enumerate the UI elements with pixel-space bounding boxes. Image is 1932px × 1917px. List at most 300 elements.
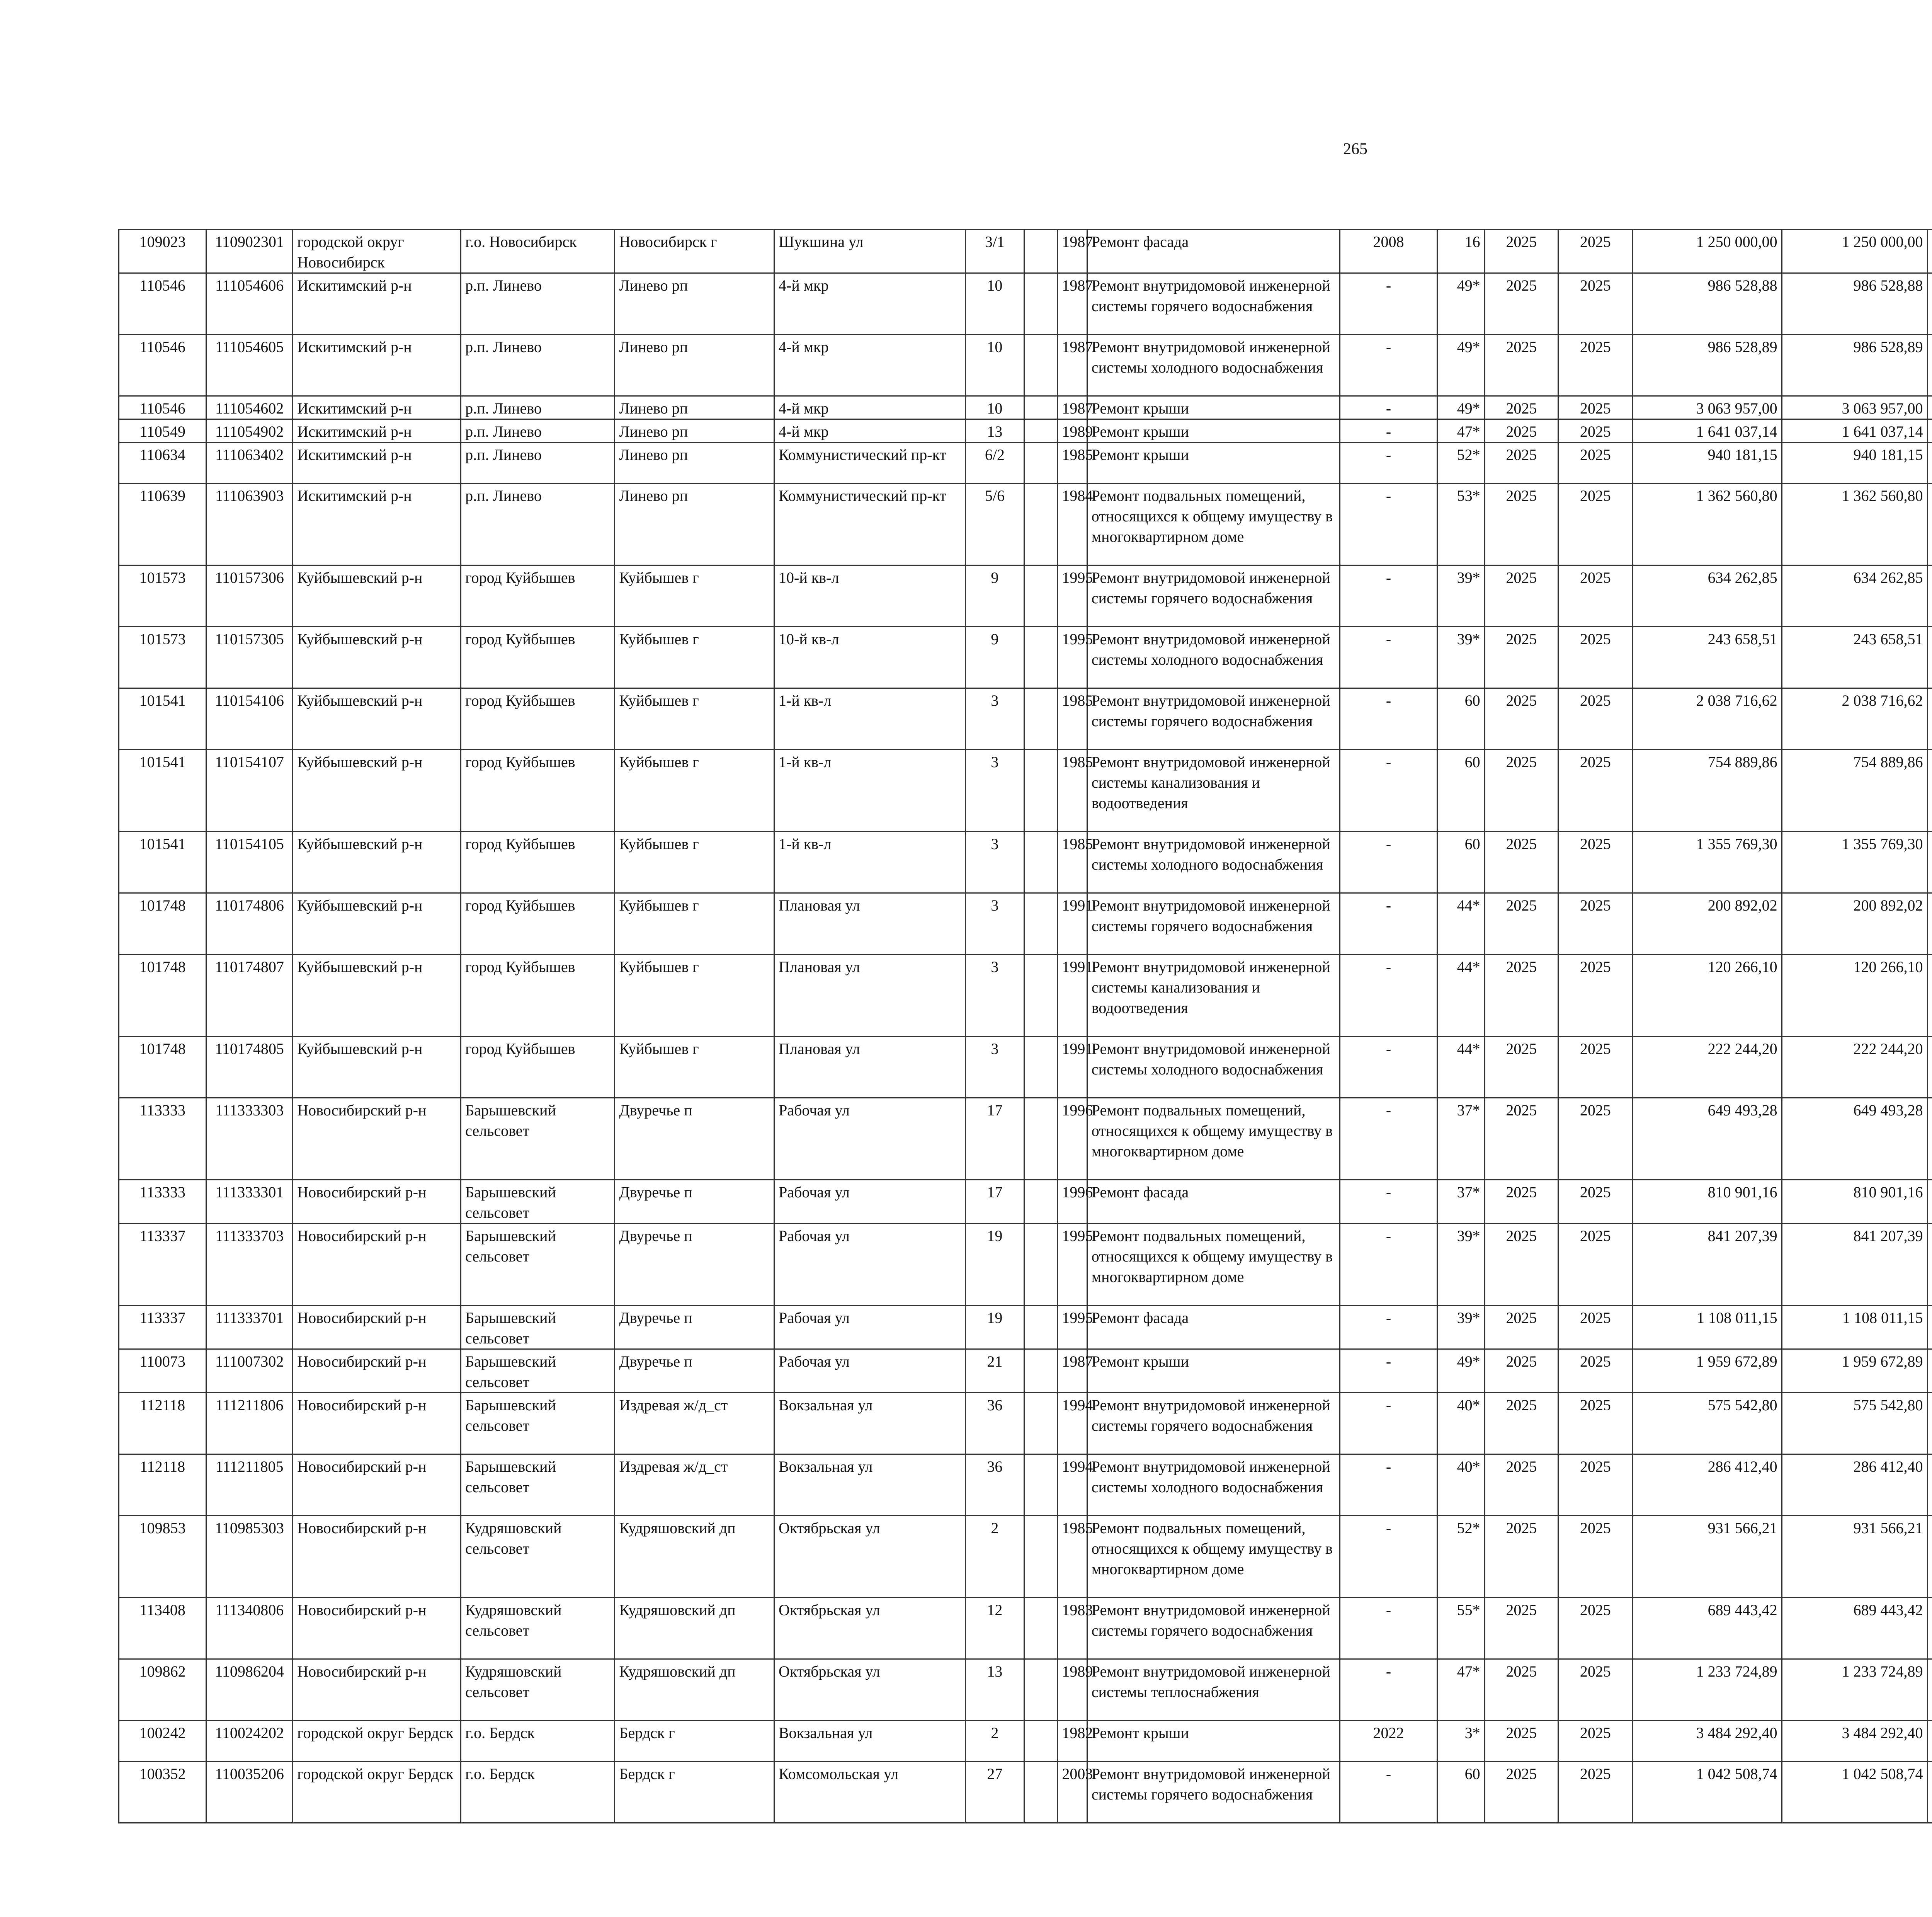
table-row	[119, 1454, 1932, 1516]
cell-last-repair-year: -	[1340, 1516, 1437, 1598]
cell-street: Октябрьская ул	[774, 1516, 966, 1598]
cell-house-number: 12	[966, 1598, 1024, 1659]
cell-plan-end-year: 2025	[1558, 688, 1633, 750]
cell-work-id: 111054606	[206, 273, 293, 335]
cell-construction-year: 1995	[1058, 627, 1087, 688]
cell-work-type: Ремонт фасада	[1087, 1180, 1340, 1224]
cell-wear-percent: 49*	[1437, 273, 1485, 335]
cell-construction-year: 1985	[1058, 1516, 1087, 1598]
cell-cost-federal	[1927, 955, 1932, 1037]
cell-work-type: Ремонт внутридомовой инженерной системы теплоснабжения	[1087, 1659, 1340, 1721]
cell-house-number: 3/1	[966, 230, 1024, 273]
cell-last-repair-year: -	[1340, 396, 1437, 419]
cell-cost-fund: 649 493,28	[1782, 1098, 1927, 1180]
cell-wear-percent: 60	[1437, 750, 1485, 832]
cell-locality: Куйбышев г	[615, 688, 774, 750]
cell-work-type: Ремонт крыши	[1087, 443, 1340, 484]
cell-house-id: 110639	[119, 484, 206, 565]
cell-street: 1-й кв-л	[774, 750, 966, 832]
cell-street: Рабочая ул	[774, 1224, 966, 1306]
cell-settlement: Кудряшовский сельсовет	[461, 1659, 615, 1721]
cell-municipal-district: Куйбышевский р-н	[293, 1037, 461, 1098]
cell-plan-start-year: 2025	[1485, 273, 1558, 335]
cell-locality: Куйбышев г	[615, 750, 774, 832]
cell-cost-fund: 3 063 957,00	[1782, 396, 1927, 419]
cell-settlement: Барышевский сельсовет	[461, 1454, 615, 1516]
cell-work-type: Ремонт крыши	[1087, 1721, 1340, 1762]
cell-plan-start-year: 2025	[1485, 1037, 1558, 1098]
cell-plan-end-year: 2025	[1558, 1516, 1633, 1598]
cell-locality: Двуречье п	[615, 1180, 774, 1224]
table-row	[119, 688, 1932, 750]
cell-last-repair-year: -	[1340, 1180, 1437, 1224]
table-row	[119, 1224, 1932, 1306]
cell-house-id: 110549	[119, 419, 206, 443]
cell-construction-year: 2003	[1058, 1762, 1087, 1823]
cell-building	[1024, 1454, 1058, 1516]
cell-cost-fund: 810 901,16	[1782, 1180, 1927, 1224]
repair-register-table	[118, 229, 1932, 1823]
cell-municipal-district: Новосибирский р-н	[293, 1598, 461, 1659]
cell-wear-percent: 39*	[1437, 1224, 1485, 1306]
cell-house-number: 17	[966, 1180, 1024, 1224]
cell-street: Вокзальная ул	[774, 1454, 966, 1516]
cell-wear-percent: 47*	[1437, 419, 1485, 443]
cell-street: Рабочая ул	[774, 1180, 966, 1224]
cell-plan-start-year: 2025	[1485, 832, 1558, 893]
cell-house-id: 113337	[119, 1306, 206, 1349]
cell-last-repair-year: -	[1340, 443, 1437, 484]
cell-locality: Линево рп	[615, 273, 774, 335]
cell-house-id: 109862	[119, 1659, 206, 1721]
cell-locality: Куйбышев г	[615, 893, 774, 955]
cell-street: 1-й кв-л	[774, 688, 966, 750]
cell-plan-start-year: 2025	[1485, 1098, 1558, 1180]
cell-house-id: 113337	[119, 1224, 206, 1306]
cell-street: 4-й мкр	[774, 335, 966, 396]
cell-work-id: 111211806	[206, 1393, 293, 1454]
cell-locality: Линево рп	[615, 419, 774, 443]
cell-municipal-district: Новосибирский р-н	[293, 1516, 461, 1598]
table-row	[119, 1598, 1932, 1659]
cell-cost-fund: 200 892,02	[1782, 893, 1927, 955]
cell-work-id: 110174806	[206, 893, 293, 955]
cell-house-id: 113333	[119, 1098, 206, 1180]
cell-house-number: 3	[966, 893, 1024, 955]
cell-last-repair-year: -	[1340, 750, 1437, 832]
cell-total-cost: 3 063 957,00	[1633, 396, 1782, 419]
cell-plan-start-year: 2025	[1485, 230, 1558, 273]
cell-settlement: р.п. Линево	[461, 335, 615, 396]
cell-work-id: 110985303	[206, 1516, 293, 1598]
table-row	[119, 1516, 1932, 1598]
cell-locality: Новосибирск г	[615, 230, 774, 273]
cell-house-id: 101541	[119, 688, 206, 750]
cell-municipal-district: Куйбышевский р-н	[293, 893, 461, 955]
cell-building	[1024, 230, 1058, 273]
cell-plan-start-year: 2025	[1485, 419, 1558, 443]
cell-house-number: 17	[966, 1098, 1024, 1180]
cell-last-repair-year: -	[1340, 335, 1437, 396]
cell-total-cost: 1 362 560,80	[1633, 484, 1782, 565]
cell-street: 1-й кв-л	[774, 832, 966, 893]
cell-locality: Куйбышев г	[615, 955, 774, 1037]
cell-street: Коммунистический пр-кт	[774, 443, 966, 484]
cell-plan-start-year: 2025	[1485, 443, 1558, 484]
cell-settlement: Барышевский сельсовет	[461, 1098, 615, 1180]
cell-plan-start-year: 2025	[1485, 1349, 1558, 1393]
cell-work-type: Ремонт крыши	[1087, 396, 1340, 419]
table-row	[119, 335, 1932, 396]
cell-cost-fund: 634 262,85	[1782, 565, 1927, 627]
cell-work-id: 111333703	[206, 1224, 293, 1306]
cell-municipal-district: Новосибирский р-н	[293, 1393, 461, 1454]
cell-settlement: г.о. Новосибирск	[461, 230, 615, 273]
cell-wear-percent: 37*	[1437, 1180, 1485, 1224]
cell-work-id: 111211805	[206, 1454, 293, 1516]
cell-wear-percent: 39*	[1437, 627, 1485, 688]
cell-cost-federal	[1927, 1306, 1932, 1349]
cell-building	[1024, 688, 1058, 750]
cell-plan-start-year: 2025	[1485, 484, 1558, 565]
cell-work-id: 111063903	[206, 484, 293, 565]
cell-work-id: 110154106	[206, 688, 293, 750]
cell-building	[1024, 750, 1058, 832]
cell-construction-year: 1987	[1058, 273, 1087, 335]
cell-wear-percent: 49*	[1437, 1349, 1485, 1393]
cell-cost-fund: 1 959 672,89	[1782, 1349, 1927, 1393]
cell-total-cost: 1 250 000,00	[1633, 230, 1782, 273]
cell-plan-start-year: 2025	[1485, 1224, 1558, 1306]
cell-house-id: 110634	[119, 443, 206, 484]
cell-last-repair-year: -	[1340, 1098, 1437, 1180]
cell-house-id: 110546	[119, 396, 206, 419]
cell-building	[1024, 396, 1058, 419]
cell-cost-fund: 2 038 716,62	[1782, 688, 1927, 750]
table-row	[119, 1349, 1932, 1393]
cell-settlement: р.п. Линево	[461, 443, 615, 484]
cell-wear-percent: 40*	[1437, 1393, 1485, 1454]
cell-cost-federal	[1927, 750, 1932, 832]
cell-plan-end-year: 2025	[1558, 832, 1633, 893]
table-row	[119, 1659, 1932, 1721]
cell-house-id: 101748	[119, 955, 206, 1037]
cell-settlement: Барышевский сельсовет	[461, 1180, 615, 1224]
cell-last-repair-year: -	[1340, 419, 1437, 443]
cell-locality: Линево рп	[615, 335, 774, 396]
cell-house-number: 27	[966, 1762, 1024, 1823]
cell-work-id: 111054902	[206, 419, 293, 443]
cell-settlement: город Куйбышев	[461, 832, 615, 893]
cell-plan-start-year: 2025	[1485, 893, 1558, 955]
cell-wear-percent: 44*	[1437, 955, 1485, 1037]
cell-municipal-district: Куйбышевский р-н	[293, 688, 461, 750]
cell-work-id: 110024202	[206, 1721, 293, 1762]
table-row	[119, 832, 1932, 893]
cell-municipal-district: Куйбышевский р-н	[293, 627, 461, 688]
cell-plan-end-year: 2025	[1558, 1098, 1633, 1180]
cell-total-cost: 575 542,80	[1633, 1393, 1782, 1454]
cell-locality: Линево рп	[615, 396, 774, 419]
cell-house-id: 112118	[119, 1454, 206, 1516]
table-row	[119, 230, 1932, 273]
cell-work-id: 111333303	[206, 1098, 293, 1180]
cell-plan-end-year: 2025	[1558, 335, 1633, 396]
cell-municipal-district: Куйбышевский р-н	[293, 832, 461, 893]
cell-cost-fund: 754 889,86	[1782, 750, 1927, 832]
cell-house-number: 2	[966, 1516, 1024, 1598]
cell-building	[1024, 1516, 1058, 1598]
cell-locality: Линево рп	[615, 484, 774, 565]
cell-municipal-district: Искитимский р-н	[293, 396, 461, 419]
cell-street: Плановая ул	[774, 955, 966, 1037]
cell-cost-federal	[1927, 1098, 1932, 1180]
cell-settlement: Кудряшовский сельсовет	[461, 1598, 615, 1659]
table-row	[119, 1393, 1932, 1454]
cell-municipal-district: Новосибирский р-н	[293, 1098, 461, 1180]
cell-cost-fund: 575 542,80	[1782, 1393, 1927, 1454]
cell-cost-federal	[1927, 273, 1932, 335]
cell-work-id: 110986204	[206, 1659, 293, 1721]
cell-street: Вокзальная ул	[774, 1721, 966, 1762]
cell-plan-end-year: 2025	[1558, 1762, 1633, 1823]
cell-cost-federal	[1927, 565, 1932, 627]
cell-cost-fund: 931 566,21	[1782, 1516, 1927, 1598]
cell-building	[1024, 1306, 1058, 1349]
cell-building	[1024, 419, 1058, 443]
cell-plan-start-year: 2025	[1485, 565, 1558, 627]
cell-construction-year: 1987	[1058, 396, 1087, 419]
cell-plan-end-year: 2025	[1558, 1349, 1633, 1393]
cell-cost-federal	[1927, 1037, 1932, 1098]
cell-total-cost: 634 262,85	[1633, 565, 1782, 627]
cell-last-repair-year: -	[1340, 1349, 1437, 1393]
cell-house-number: 9	[966, 627, 1024, 688]
cell-cost-fund: 986 528,88	[1782, 273, 1927, 335]
cell-plan-start-year: 2025	[1485, 750, 1558, 832]
cell-work-type: Ремонт внутридомовой инженерной системы горячего водоснабжения	[1087, 565, 1340, 627]
cell-construction-year: 1996	[1058, 1180, 1087, 1224]
cell-building	[1024, 1598, 1058, 1659]
cell-work-type: Ремонт фасада	[1087, 230, 1340, 273]
cell-locality: Двуречье п	[615, 1224, 774, 1306]
cell-cost-federal	[1927, 443, 1932, 484]
cell-plan-end-year: 2025	[1558, 443, 1633, 484]
cell-building	[1024, 832, 1058, 893]
cell-total-cost: 986 528,88	[1633, 273, 1782, 335]
cell-work-id: 111340806	[206, 1598, 293, 1659]
cell-municipal-district: Куйбышевский р-н	[293, 565, 461, 627]
cell-wear-percent: 37*	[1437, 1098, 1485, 1180]
cell-total-cost: 286 412,40	[1633, 1454, 1782, 1516]
cell-plan-end-year: 2025	[1558, 419, 1633, 443]
cell-settlement: город Куйбышев	[461, 688, 615, 750]
cell-locality: Куйбышев г	[615, 1037, 774, 1098]
cell-settlement: Барышевский сельсовет	[461, 1224, 615, 1306]
cell-last-repair-year: -	[1340, 484, 1437, 565]
cell-building	[1024, 1180, 1058, 1224]
table-row	[119, 1721, 1932, 1762]
cell-cost-fund: 1 641 037,14	[1782, 419, 1927, 443]
cell-cost-federal	[1927, 1598, 1932, 1659]
cell-street: Коммунистический пр-кт	[774, 484, 966, 565]
cell-municipal-district: Новосибирский р-н	[293, 1454, 461, 1516]
cell-last-repair-year: -	[1340, 893, 1437, 955]
cell-building	[1024, 1037, 1058, 1098]
cell-last-repair-year: -	[1340, 832, 1437, 893]
cell-plan-end-year: 2025	[1558, 1180, 1633, 1224]
cell-plan-end-year: 2025	[1558, 484, 1633, 565]
cell-municipal-district: Искитимский р-н	[293, 335, 461, 396]
cell-settlement: город Куйбышев	[461, 750, 615, 832]
cell-settlement: город Куйбышев	[461, 1037, 615, 1098]
cell-municipal-district: Куйбышевский р-н	[293, 955, 461, 1037]
cell-work-type: Ремонт подвальных помещений, относящихся к общему имуществу в многоквартирном доме	[1087, 1516, 1340, 1598]
cell-cost-federal	[1927, 832, 1932, 893]
cell-locality: Куйбышев г	[615, 832, 774, 893]
cell-plan-start-year: 2025	[1485, 955, 1558, 1037]
cell-locality: Кудряшовский дп	[615, 1659, 774, 1721]
cell-building	[1024, 335, 1058, 396]
cell-construction-year: 1989	[1058, 419, 1087, 443]
cell-cost-federal	[1927, 335, 1932, 396]
cell-house-number: 36	[966, 1393, 1024, 1454]
cell-wear-percent: 60	[1437, 832, 1485, 893]
cell-cost-federal	[1927, 1721, 1932, 1762]
cell-building	[1024, 955, 1058, 1037]
cell-last-repair-year: -	[1340, 1598, 1437, 1659]
cell-settlement: Барышевский сельсовет	[461, 1349, 615, 1393]
cell-settlement: Барышевский сельсовет	[461, 1306, 615, 1349]
cell-municipal-district: Новосибирский р-н	[293, 1180, 461, 1224]
cell-locality: Куйбышев г	[615, 627, 774, 688]
cell-total-cost: 243 658,51	[1633, 627, 1782, 688]
cell-plan-end-year: 2025	[1558, 1454, 1633, 1516]
cell-cost-fund: 1 355 769,30	[1782, 832, 1927, 893]
cell-house-id: 109853	[119, 1516, 206, 1598]
cell-work-type: Ремонт внутридомовой инженерной системы горячего водоснабжения	[1087, 893, 1340, 955]
cell-house-id: 101541	[119, 750, 206, 832]
cell-construction-year: 1994	[1058, 1454, 1087, 1516]
cell-plan-start-year: 2025	[1485, 1598, 1558, 1659]
cell-municipal-district: городской округ Новосибирск	[293, 230, 461, 273]
cell-work-id: 110157305	[206, 627, 293, 688]
cell-street: Шукшина ул	[774, 230, 966, 273]
cell-wear-percent: 60	[1437, 688, 1485, 750]
cell-wear-percent: 49*	[1437, 335, 1485, 396]
cell-construction-year: 1995	[1058, 1224, 1087, 1306]
cell-settlement: Барышевский сельсовет	[461, 1393, 615, 1454]
cell-cost-federal	[1927, 627, 1932, 688]
cell-plan-end-year: 2025	[1558, 750, 1633, 832]
cell-cost-fund: 940 181,15	[1782, 443, 1927, 484]
cell-municipal-district: городской округ Бердск	[293, 1721, 461, 1762]
table-row	[119, 484, 1932, 565]
cell-work-type: Ремонт внутридомовой инженерной системы горячего водоснабжения	[1087, 1393, 1340, 1454]
cell-last-repair-year: -	[1340, 1659, 1437, 1721]
cell-wear-percent: 39*	[1437, 1306, 1485, 1349]
cell-cost-federal	[1927, 1762, 1932, 1823]
cell-municipal-district: Новосибирский р-н	[293, 1349, 461, 1393]
cell-last-repair-year: -	[1340, 627, 1437, 688]
cell-house-id: 101748	[119, 1037, 206, 1098]
cell-construction-year: 1996	[1058, 1098, 1087, 1180]
cell-construction-year: 1984	[1058, 484, 1087, 565]
cell-settlement: город Куйбышев	[461, 893, 615, 955]
cell-wear-percent: 53*	[1437, 484, 1485, 565]
cell-building	[1024, 1659, 1058, 1721]
table-row	[119, 419, 1932, 443]
cell-street: 4-й мкр	[774, 419, 966, 443]
cell-construction-year: 1994	[1058, 1393, 1087, 1454]
cell-plan-start-year: 2025	[1485, 1306, 1558, 1349]
cell-settlement: р.п. Линево	[461, 484, 615, 565]
cell-house-number: 3	[966, 1037, 1024, 1098]
cell-house-number: 13	[966, 419, 1024, 443]
cell-work-id: 110174805	[206, 1037, 293, 1098]
cell-building	[1024, 484, 1058, 565]
cell-house-number: 6/2	[966, 443, 1024, 484]
cell-work-type: Ремонт фасада	[1087, 1306, 1340, 1349]
cell-street: 4-й мкр	[774, 396, 966, 419]
cell-work-id: 111063402	[206, 443, 293, 484]
cell-cost-fund: 243 658,51	[1782, 627, 1927, 688]
cell-house-number: 19	[966, 1224, 1024, 1306]
cell-building	[1024, 443, 1058, 484]
cell-house-id: 101573	[119, 627, 206, 688]
cell-plan-start-year: 2025	[1485, 1659, 1558, 1721]
cell-work-id: 110157306	[206, 565, 293, 627]
cell-work-type: Ремонт крыши	[1087, 1349, 1340, 1393]
cell-construction-year: 1995	[1058, 1306, 1087, 1349]
cell-plan-start-year: 2025	[1485, 688, 1558, 750]
cell-cost-fund: 222 244,20	[1782, 1037, 1927, 1098]
cell-house-number: 13	[966, 1659, 1024, 1721]
cell-plan-start-year: 2025	[1485, 1516, 1558, 1598]
table-row	[119, 1037, 1932, 1098]
cell-work-type: Ремонт внутридомовой инженерной системы горячего водоснабжения	[1087, 1762, 1340, 1823]
table-row	[119, 565, 1932, 627]
cell-municipal-district: Искитимский р-н	[293, 484, 461, 565]
table-row	[119, 1762, 1932, 1823]
table-row	[119, 1306, 1932, 1349]
cell-locality: Двуречье п	[615, 1306, 774, 1349]
cell-construction-year: 1983	[1058, 1598, 1087, 1659]
cell-locality: Бердск г	[615, 1721, 774, 1762]
cell-cost-federal	[1927, 688, 1932, 750]
table-row	[119, 893, 1932, 955]
cell-work-type: Ремонт внутридомовой инженерной системы холодного водоснабжения	[1087, 1037, 1340, 1098]
cell-cost-federal	[1927, 1349, 1932, 1393]
page-number: 265	[1343, 140, 1367, 158]
cell-settlement: город Куйбышев	[461, 565, 615, 627]
cell-wear-percent: 44*	[1437, 1037, 1485, 1098]
cell-house-id: 110546	[119, 273, 206, 335]
cell-wear-percent: 39*	[1437, 565, 1485, 627]
cell-street: Октябрьская ул	[774, 1598, 966, 1659]
cell-municipal-district: Новосибирский р-н	[293, 1306, 461, 1349]
cell-construction-year: 1985	[1058, 750, 1087, 832]
cell-street: Плановая ул	[774, 893, 966, 955]
cell-last-repair-year: -	[1340, 1224, 1437, 1306]
cell-work-id: 111333301	[206, 1180, 293, 1224]
table-row	[119, 443, 1932, 484]
cell-municipal-district: городской округ Бердск	[293, 1762, 461, 1823]
cell-building	[1024, 1762, 1058, 1823]
cell-construction-year: 1985	[1058, 443, 1087, 484]
cell-wear-percent: 16	[1437, 230, 1485, 273]
cell-cost-fund: 1 108 011,15	[1782, 1306, 1927, 1349]
